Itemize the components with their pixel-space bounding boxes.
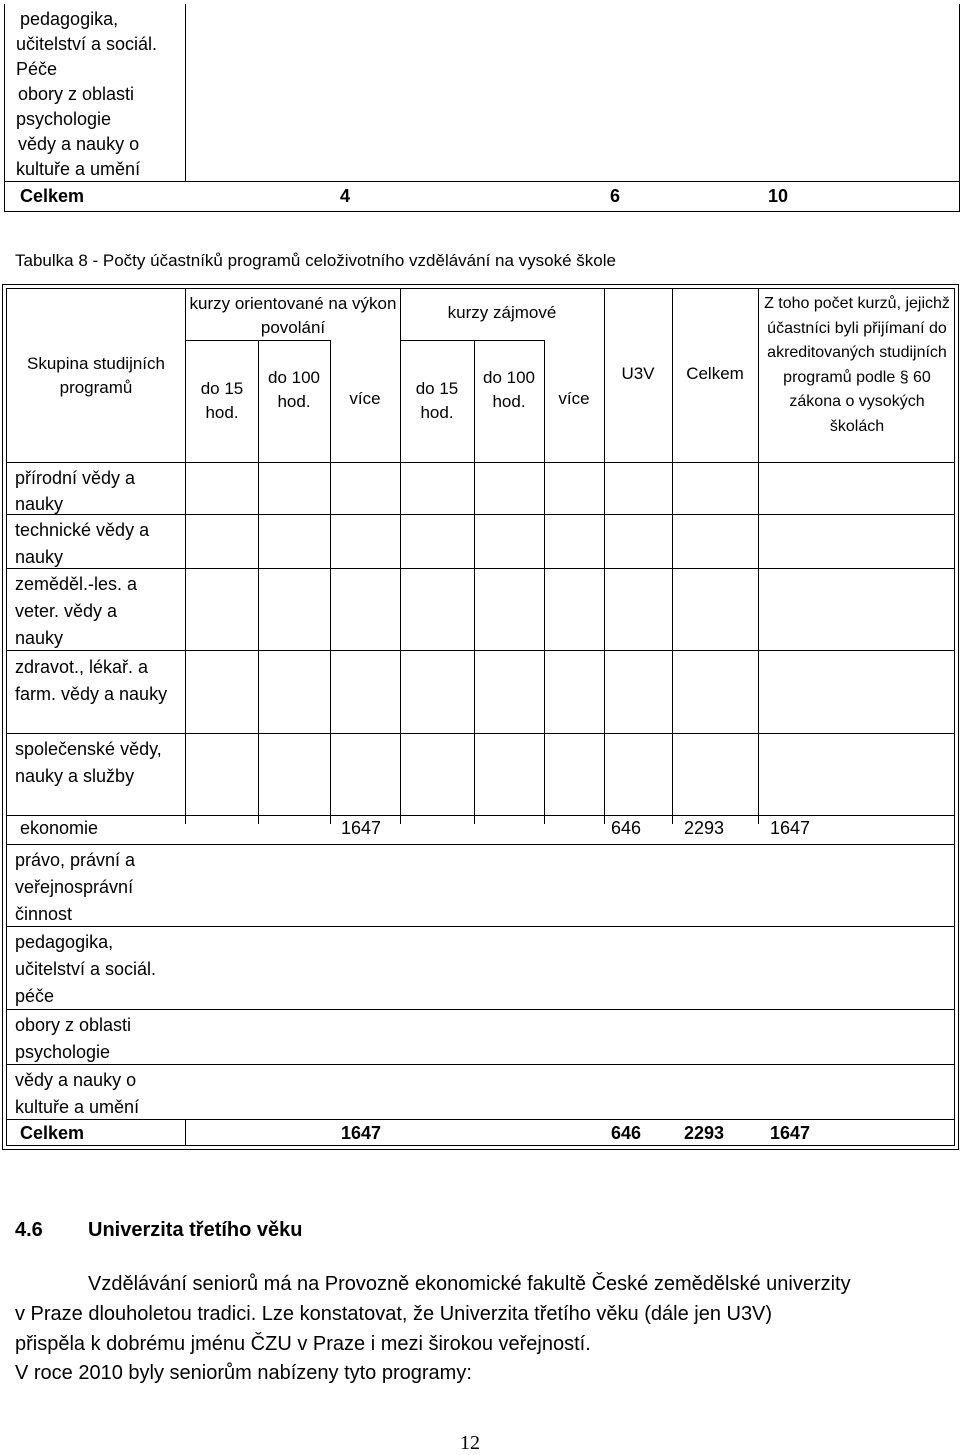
- top-row-label: psychologie: [16, 109, 112, 129]
- row-label: přírodní vědy a nauky: [15, 468, 136, 514]
- row-label: zdravot., lékař. a farm. vědy a nauky: [15, 657, 168, 704]
- row-label: technické vědy a nauky: [15, 520, 150, 567]
- top-total-value: 6: [610, 186, 621, 206]
- header-orient-more: více: [349, 389, 381, 408]
- row-label: společenské vědy, nauky a služby: [15, 739, 162, 786]
- paragraph-line: v Praze dlouholetou tradici. Lze konstatovat, že Univerzita třetího věku (dále jen U3V): [15, 1303, 773, 1325]
- header-u3v: U3V: [621, 364, 655, 383]
- top-total-label: Celkem: [20, 186, 85, 206]
- header-accredited: Z toho počet kurzů, jejichž účastníci byli přijímaní do akreditovaných studijních programů podle § 60 zákona o vysokých školách: [764, 295, 950, 435]
- top-row-label: obory z oblasti: [18, 84, 135, 104]
- paragraph-line: V roce 2010 byly seniorům nabízeny tyto programy:: [15, 1362, 472, 1384]
- row-label: pedagogika, učitelství a sociál. péče: [15, 932, 157, 1006]
- row-value-u3v: 646: [611, 818, 642, 838]
- row-label: ekonomie: [20, 818, 99, 838]
- row-label: zeměděl.-les. a veter. vědy a nauky: [15, 574, 138, 648]
- header-interest-100: do 100 hod.: [483, 368, 535, 411]
- top-row-label: pedagogika,: [20, 9, 119, 29]
- total-value-total: 2293: [684, 1123, 725, 1143]
- paragraph-line: přispěla k dobrému jménu ČZU v Praze i mezi širokou veřejností.: [15, 1333, 591, 1355]
- header-interest-more: více: [558, 389, 590, 408]
- top-row-label: vědy a nauky o: [18, 134, 140, 154]
- top-total-value: 10: [768, 186, 789, 206]
- total-label: Celkem: [20, 1123, 85, 1143]
- section-title: Univerzita třetího věku: [88, 1219, 303, 1241]
- row-label: právo, právní a veřejnosprávní činnost: [15, 850, 136, 924]
- header-orient-100: do 100 hod.: [268, 368, 320, 411]
- header-interest-group: kurzy zájmové: [447, 303, 557, 322]
- page-number: 12: [460, 1432, 480, 1454]
- total-value-accredited: 1647: [770, 1123, 811, 1143]
- header-total: Celkem: [686, 364, 744, 383]
- top-row-label: kultuře a umění: [16, 159, 141, 179]
- row-value-accredited: 1647: [770, 818, 811, 838]
- section-number: 4.6: [15, 1219, 43, 1241]
- table-caption: Tabulka 8 - Počty účastníků programů celoživotního vzdělávání na vysoké škole: [15, 251, 616, 270]
- row-value-total: 2293: [684, 818, 725, 838]
- row-value-orient-more: 1647: [341, 818, 382, 838]
- total-value-orient-more: 1647: [341, 1123, 382, 1143]
- header-orient-group: kurzy orientované na výkon povolání: [189, 294, 397, 337]
- top-total-value: 4: [340, 186, 351, 206]
- row-label: obory z oblasti psychologie: [15, 1015, 132, 1062]
- top-row-label: Péče: [16, 59, 58, 79]
- row-label: vědy a nauky o kultuře a umění: [15, 1070, 140, 1117]
- header-group: Skupina studijních programů: [27, 354, 165, 397]
- header-orient-15: do 15 hod.: [200, 379, 244, 422]
- paragraph-line: Vzdělávání seniorů má na Provozně ekonomické fakultě České zemědělské univerzity: [88, 1273, 851, 1295]
- header-interest-15: do 15 hod.: [415, 379, 459, 422]
- top-row-label: učitelství a sociál.: [16, 34, 158, 54]
- total-value-u3v: 646: [611, 1123, 642, 1143]
